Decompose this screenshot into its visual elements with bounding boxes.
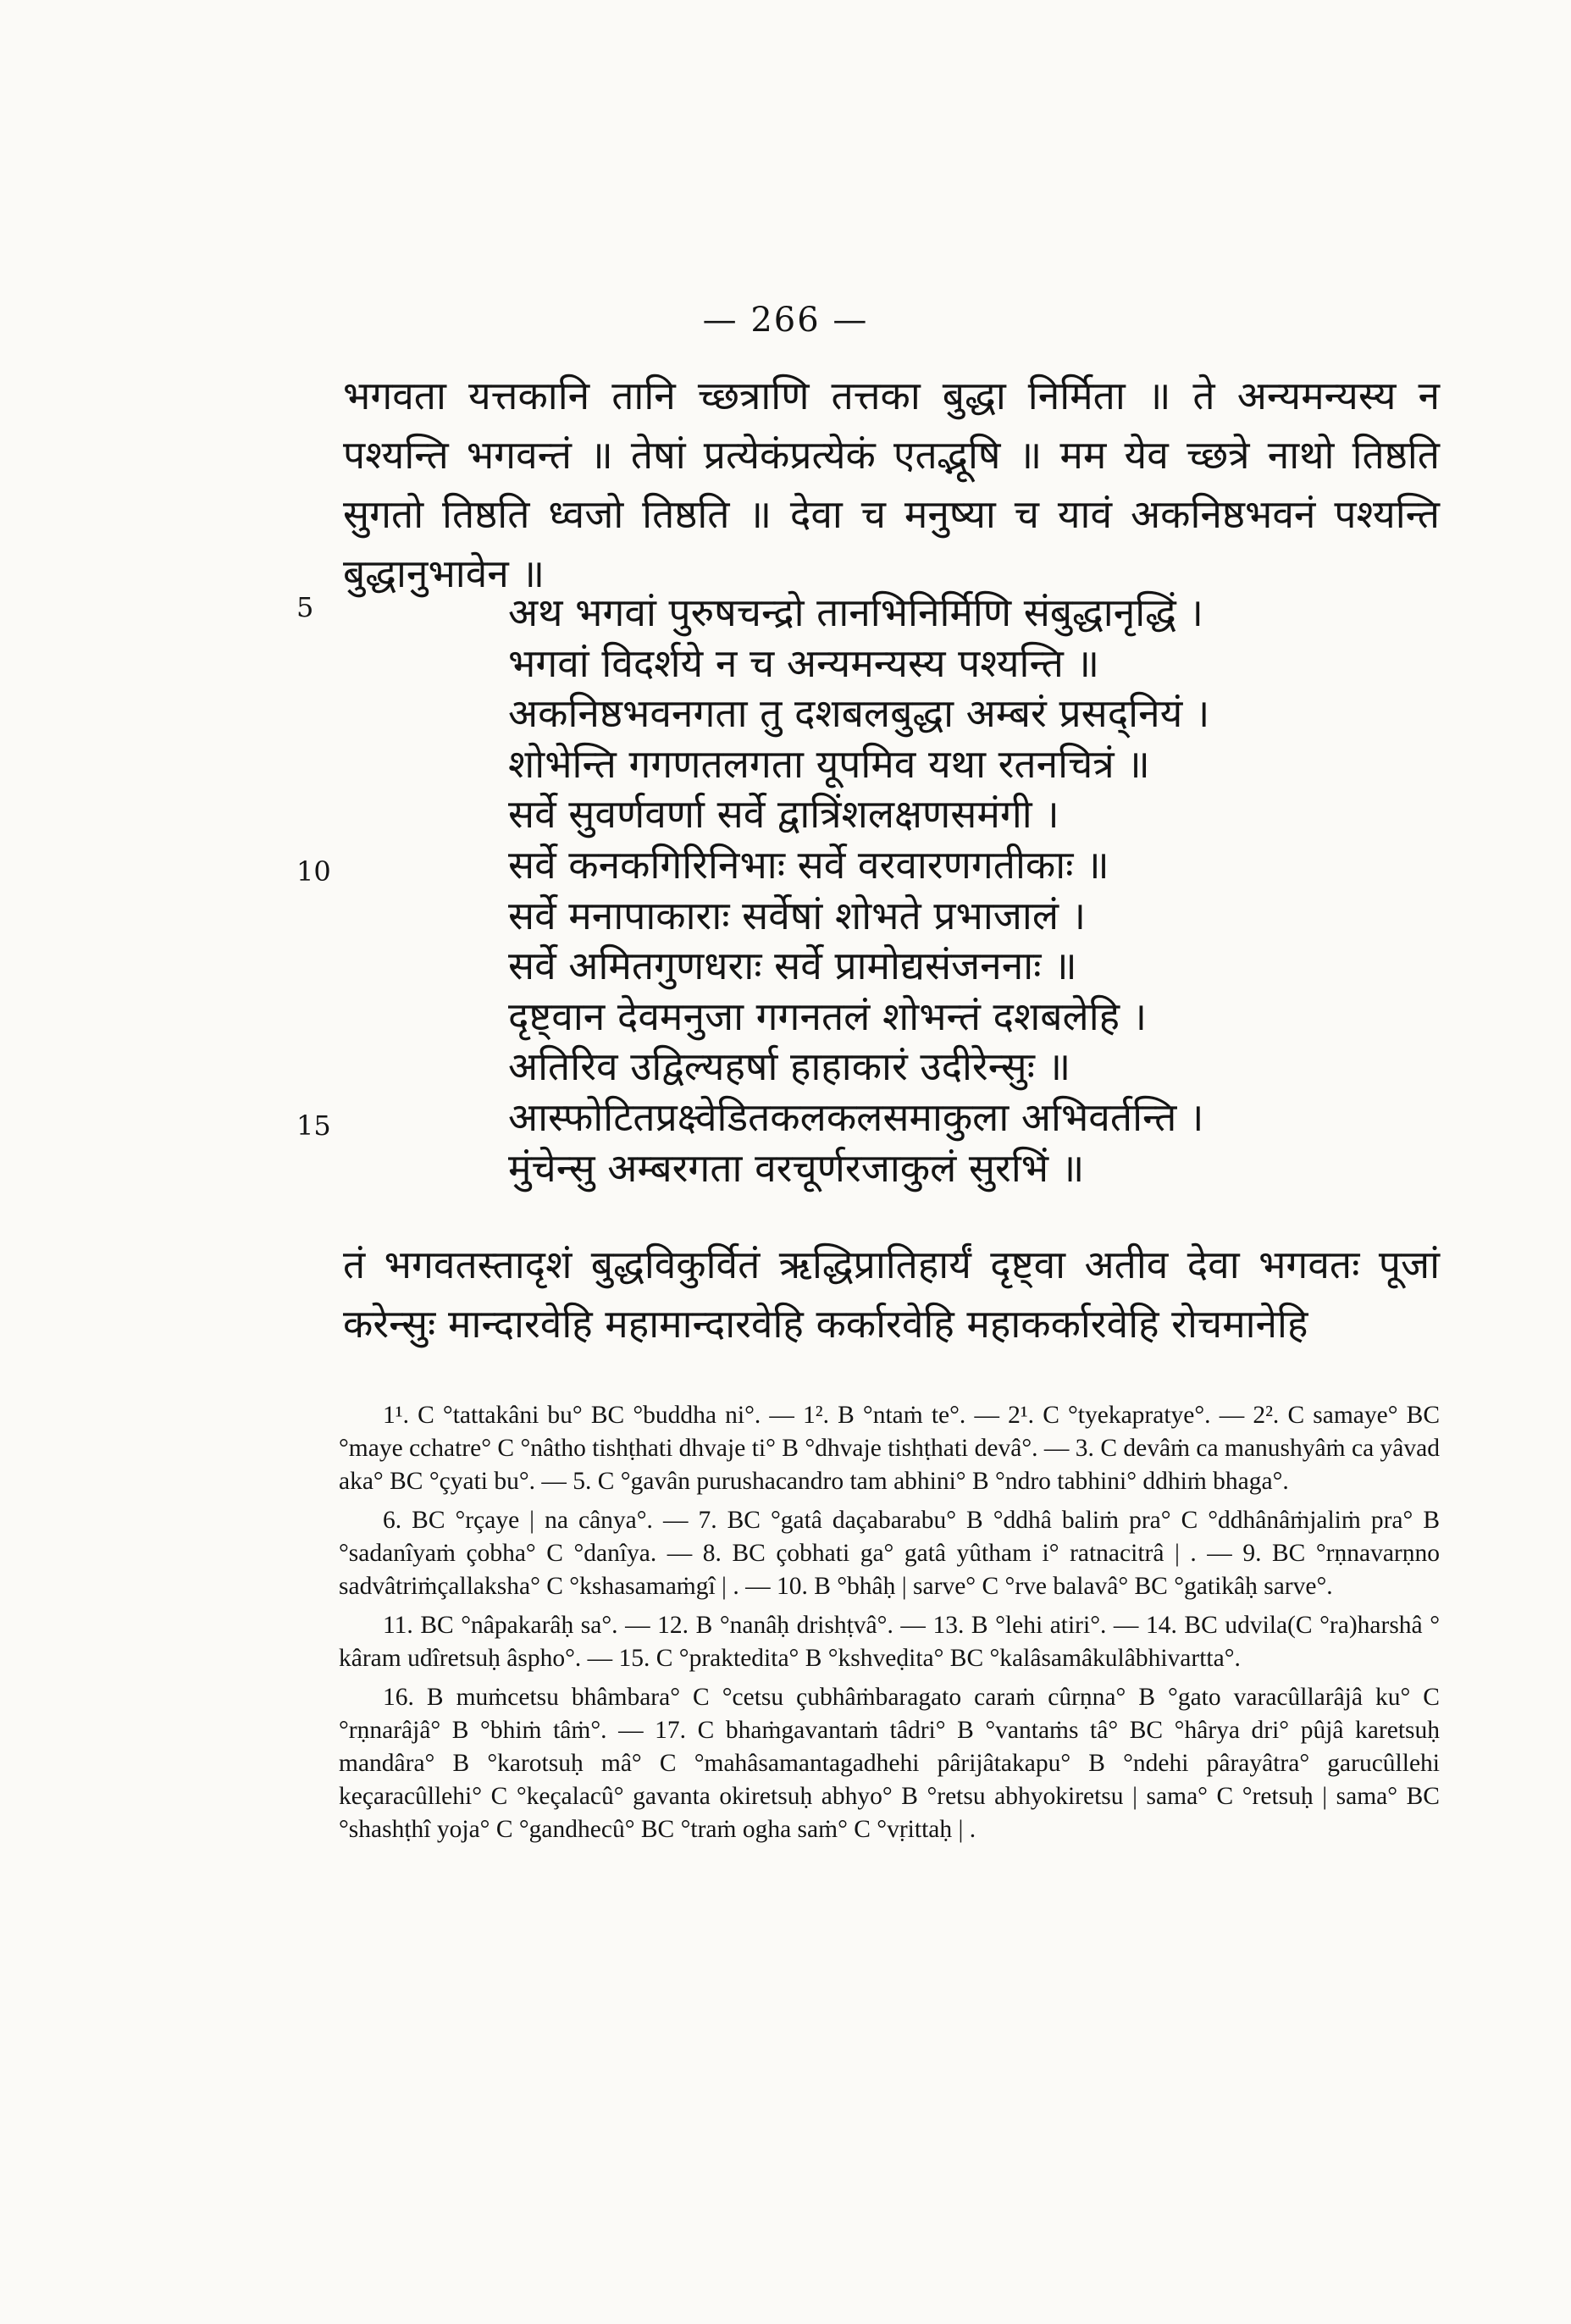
verse-line: भगवां विदर्शये न च अन्यमन्यस्य पश्यन्ति ॥ [508,639,1100,686]
verse-line: शोभेन्ति गगणतलगता यूपमिव यथा रतनचित्रं ॥ [508,740,1150,787]
footnote-paragraph: 1¹. C °tattakâni bu° BC °buddha ni°. — 1². B °ntaṁ te°. — 2¹. C °tyekapratye°. — 2². C samaye° BC °maye cchatre° C °nâtho tishṭhati dhvaje ti° B °dhvaje tishṭhati devâ°. — 3. C devâṁ ca manushyâṁ ca yâvad aka° BC °çyati bu°. — 5. C °gavân purushacandro tam abhini° B °ndro tabhini° ddhiṁ bhaga°. [339,1402,1440,1495]
verse-line: अथ भगवां पुरुषचन्द्रो तानभिनिर्मिणि संबुद्धानृद्धिं । [508,589,1203,635]
footnotes-section [339,1399,1440,1846]
verse-line: दृष्ट्वान देवमनुजा गगनतलं शोभन्तं दशबलेहि । [508,993,1148,1039]
line-number-5: 5 [296,591,314,623]
footnote-paragraph: 16. B muṁcetsu bhâmbara° C °cetsu çubhâṁbaragato caraṁ cûrṇna° B °gato varacûllarâjâ ku° C °rṇnarâjâ° B °bhiṁ tâṁ°. — 17. C bhaṁgavantaṁ tâdri° B °vantaṁs tâ° BC °hârya dri° pûjâ karetsuḥ mandâra° B °karotsuḥ mâ° C °mahâsamantagadhehi pârijâtakapu° B °ndehi pârayâtra° garucûllehi keçaracûllehi° C °keçalacû° gavanta okiretsuḥ abhyo° B °retsu abhyokiretsu | sama° C °retsuḥ | sama° BC °shashṭhî yoja° C °gandhecû° BC °traṁ ogha saṁ° C °vṛittaḥ | . [339,1684,1440,1843]
page-number: — 266 — [702,301,869,340]
prose-paragraph-top: भगवता यत्तकानि तानि च्छत्राणि तत्तका बुद्धा निर्मिता ॥ ते अन्यमन्यस्य न पश्यन्ति भगवन्तं ॥ तेषां प्रत्येकंप्रत्येकं एतद्भूषि ॥ मम येव च्छत्रे नाथो तिष्ठति सुगतो तिष्ठति ध्वजो तिष्ठति ॥ देवा च मनुष्या च यावं अकनिष्ठभवनं पश्यन्ति बुद्धानुभावेन ॥ [343,373,1440,596]
verse-line: सर्वे मनापाकाराः सर्वेषां शोभते प्रभाजालं । [508,892,1087,938]
verse-line: अतिरिव उद्विल्यहर्षा हाहाकारं उदीरेन्सुः ॥ [508,1043,1071,1090]
verse-line: मुंचेन्सु अम्बरगता वरचूर्णरजाकुलं सुरभिं ॥ [508,1144,1085,1191]
footnote-paragraph: 6. BC °rçaye | na cânya°. — 7. BC °gatâ daçabarabu° B °ddhâ baliṁ pra° C °ddhânâṁjaliṁ pra° B °sadanîyaṁ çobha° C °danîya. — 8. BC çobhati ga° gatâ yûtham i° ratnacitrâ | . — 9. BC °rṇnavarṇno sadvâtriṁçallaksha° C °kshasamaṁgî | . — 10. B °bhâḥ | sarve° C °rve balavâ° BC °gatikâḥ sarve°. [339,1507,1440,1600]
verse-line: सर्वे कनकगिरिनिभाः सर्वे वरवारणगतीकाः ॥ [508,841,1109,888]
verse-line: सर्वे सुवर्णवर्णा सर्वे द्वात्रिंशलक्षणसमंगी । [508,791,1059,838]
verse-line: आस्फोटितप्रक्ष्वेडितकलकलसमाकुला अभिवर्तन्ति । [508,1093,1204,1140]
verse-line: अकनिष्ठभवनगता तु दशबलबुद्धा अम्बरं प्रसद्नियं । [508,690,1210,737]
prose-paragraph-bottom: तं भगवतस्तादृशं बुद्धविकुर्वितं ऋद्धिप्रातिहार्यं दृष्ट्वा अतीव देवा भगवतः पूजां करेन्सुः मान्दारवेहि महामान्दारवेहि कर्कारवेहि महाकर्कारवेहि रोचमानेहि [343,1242,1440,1347]
footnote-paragraph: 11. BC °nâpakarâḥ sa°. — 12. B °nanâḥ drishṭvâ°. — 13. B °lehi atiri°. — 14. BC udvila(C °ra)harshâ ° kâram udîretsuḥ âspho°. — 15. C °praktedita° B °kshveḍita° BC °kalâsamâkulâbhivartta°. [339,1612,1440,1672]
line-number-10: 10 [296,855,331,888]
line-number-15: 15 [296,1109,331,1142]
verse-block [508,588,1397,1193]
verse-line: सर्वे अमितगुणधराः सर्वे प्रामोद्यसंजननाः ॥ [508,943,1077,989]
